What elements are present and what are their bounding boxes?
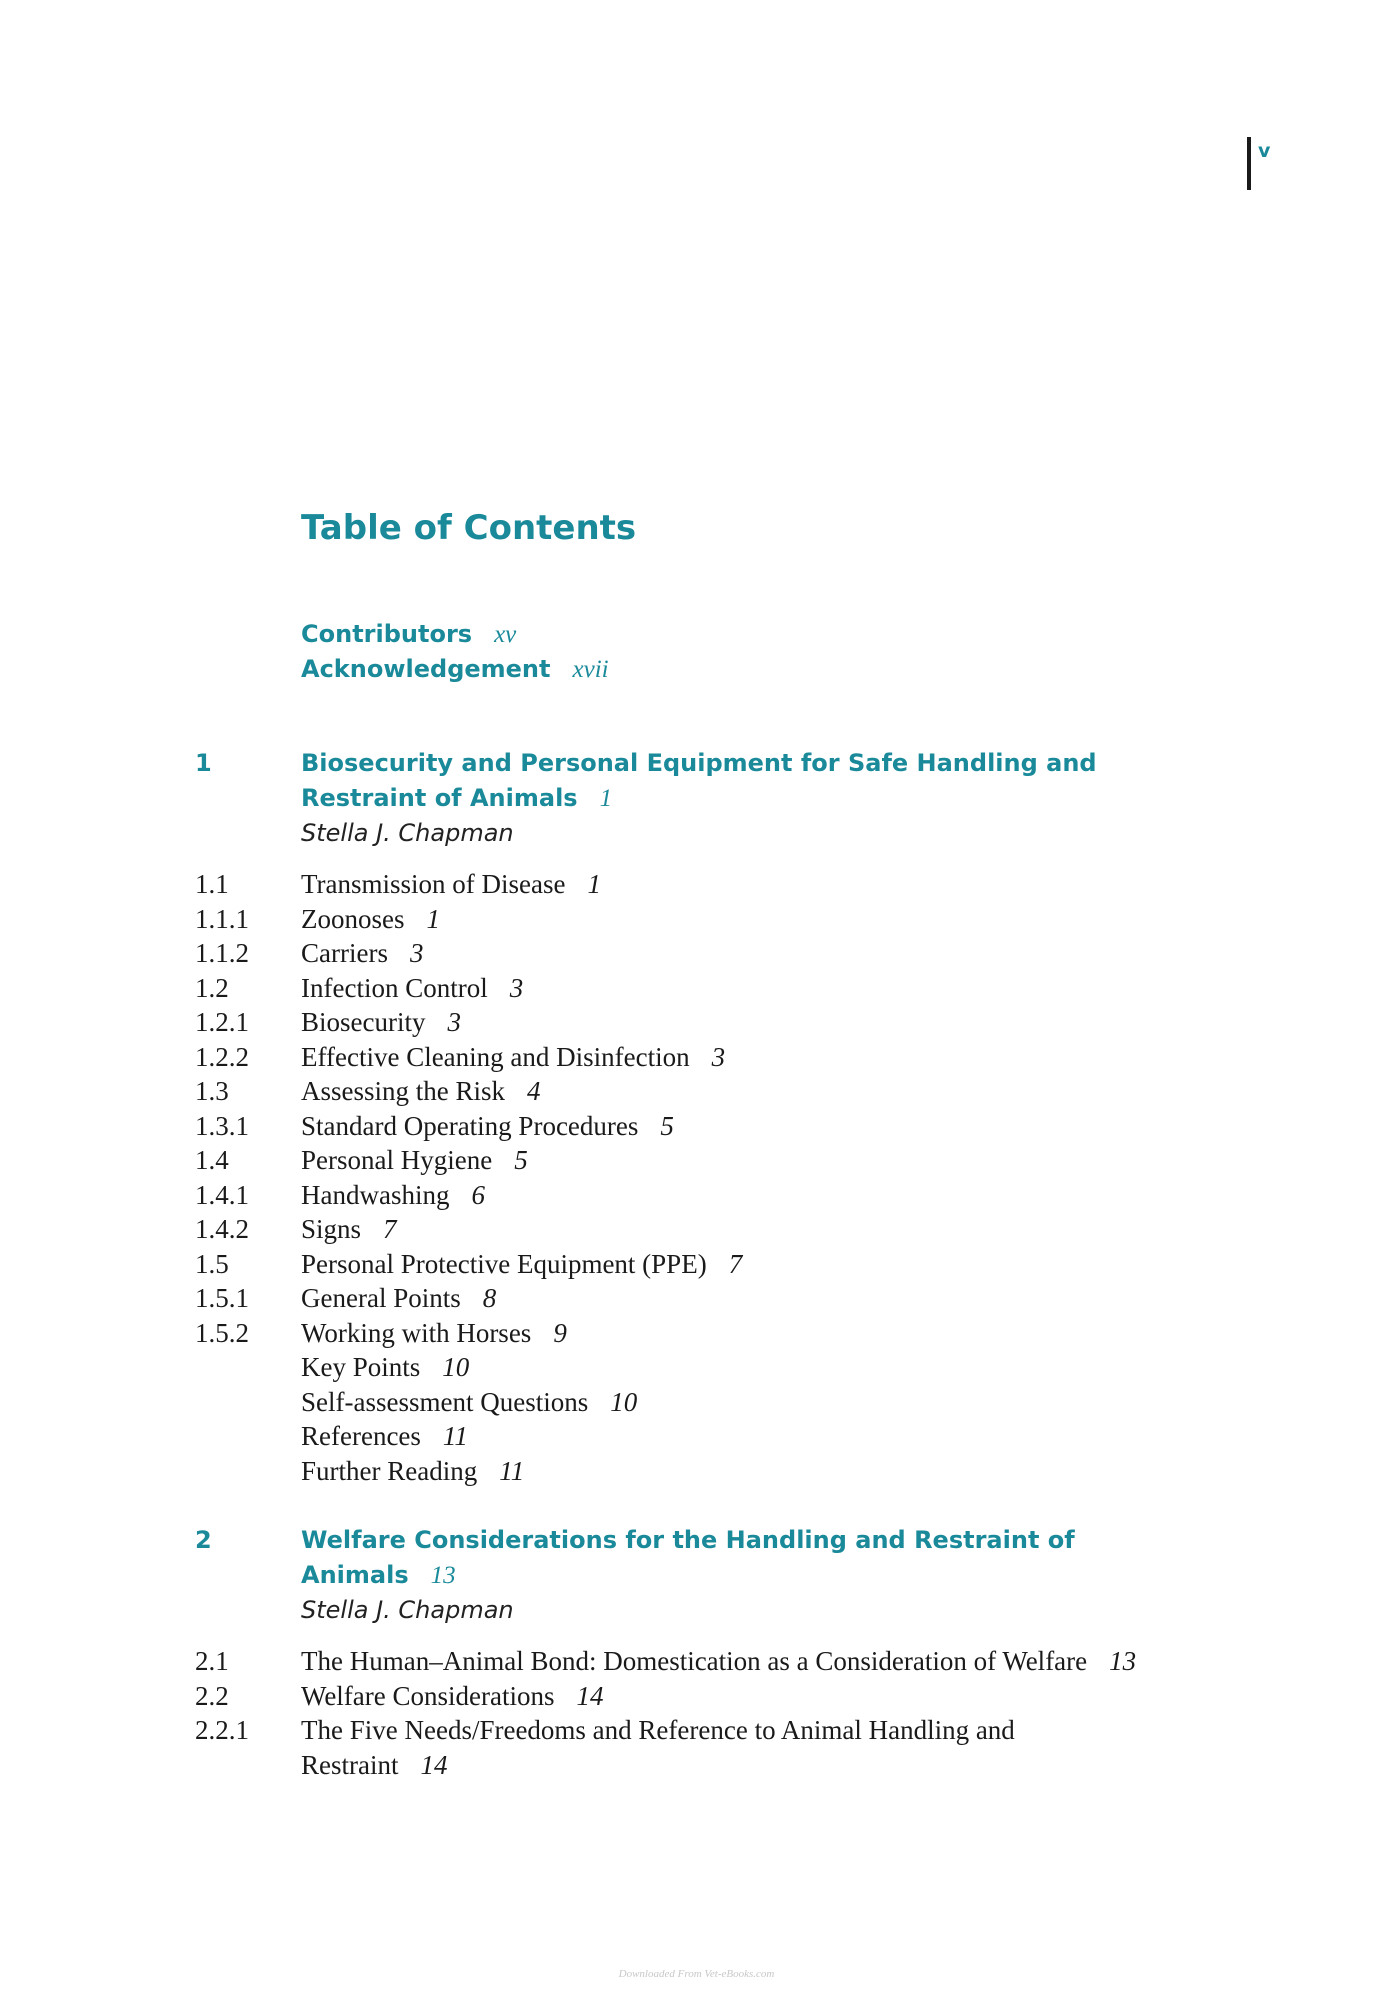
toc-section[interactable] [195, 1644, 1195, 1679]
section-page: 1 [426, 903, 440, 934]
section-title: Assessing the Risk [301, 1076, 506, 1106]
section-line [301, 1109, 1161, 1144]
toc-section[interactable] [195, 1247, 1195, 1282]
section-page: 14 [420, 1749, 448, 1780]
section-title: Handwashing [301, 1179, 450, 1210]
section-line [301, 1350, 1161, 1385]
section-number: 1.4.1 [195, 1179, 249, 1210]
toc-section[interactable] [195, 1281, 1195, 1316]
section-title: Welfare Considerations [301, 1680, 555, 1711]
section-page: 10 [442, 1352, 470, 1382]
toc-entry-acknowledgement[interactable] [301, 652, 1201, 687]
section-number: 2.2.1 [195, 1715, 249, 1745]
section-page: 11 [499, 1455, 525, 1486]
chapter-heading[interactable] [195, 746, 1195, 816]
section-title: Key Points [301, 1352, 421, 1382]
section-page: 8 [482, 1283, 497, 1313]
page-number: v [1258, 140, 1271, 162]
section-page: 13 [1109, 1646, 1137, 1676]
entry-page: xvii [572, 656, 609, 683]
toc-section[interactable] [195, 1316, 1195, 1351]
section-title: The Five Needs/Freedoms and Reference to Animal Handling and Restraint [301, 1715, 1015, 1780]
chapter-number: 2 [195, 1526, 212, 1554]
section-page: 3 [711, 1041, 726, 1072]
section-title: Working with Horses [301, 1317, 532, 1348]
chapter-author: Stella J. Chapman [301, 1596, 514, 1624]
section-line [301, 1385, 1161, 1420]
section-title: Biosecurity [301, 1007, 426, 1037]
chapter-author: Stella J. Chapman [301, 819, 514, 847]
section-line [301, 867, 1161, 902]
page-title: Table of Contents [301, 508, 637, 548]
toc-section[interactable] [195, 1040, 1195, 1075]
section-list [195, 1644, 1195, 1782]
chapter-1 [195, 746, 1195, 1488]
section-line [301, 1644, 1161, 1679]
section-title: General Points [301, 1283, 461, 1313]
toc-entry-contributors[interactable] [301, 617, 1201, 652]
section-line [301, 1419, 1161, 1454]
section-number: 2.2 [195, 1680, 229, 1711]
section-title: Signs [301, 1214, 362, 1244]
section-list [195, 867, 1195, 1488]
section-page: 14 [576, 1680, 604, 1711]
section-line [301, 971, 1161, 1006]
section-line [301, 902, 1161, 937]
section-line [301, 1178, 1161, 1213]
toc-section[interactable] [195, 1178, 1195, 1213]
section-title: References [301, 1421, 421, 1451]
section-number: 1.5.2 [195, 1317, 249, 1348]
section-line [301, 1316, 1161, 1351]
chapter-title-line [301, 1523, 1161, 1593]
chapter-heading[interactable] [195, 1523, 1195, 1593]
chapter-title-line [301, 746, 1161, 816]
toc-section[interactable] [195, 1109, 1195, 1144]
chapter-title: Welfare Considerations for the Handling and Restraint of Animals [301, 1526, 1075, 1589]
section-title: Infection Control [301, 972, 488, 1003]
section-number: 1.3 [195, 1076, 229, 1106]
section-number: 1.4 [195, 1145, 229, 1175]
section-number: 1.1 [195, 869, 229, 899]
toc-section[interactable] [195, 1143, 1195, 1178]
section-number: 1.1.2 [195, 938, 249, 968]
section-number: 1.2.2 [195, 1041, 249, 1072]
section-number: 1.4.2 [195, 1214, 249, 1244]
toc-section[interactable] [195, 1679, 1195, 1714]
section-line [301, 1005, 1161, 1040]
section-title: Personal Protective Equipment (PPE) [301, 1248, 707, 1279]
entry-label: Contributors [301, 620, 473, 648]
section-number: 2.1 [195, 1646, 229, 1676]
front-matter-list [301, 617, 1201, 687]
section-title: Personal Hygiene [301, 1145, 493, 1175]
toc-section[interactable] [195, 1385, 1195, 1420]
section-line [301, 936, 1161, 971]
toc-section[interactable] [195, 1005, 1195, 1040]
section-line [301, 1713, 1161, 1782]
section-number: 1.2 [195, 972, 229, 1003]
section-title: Transmission of Disease [301, 869, 566, 899]
section-line [301, 1281, 1161, 1316]
section-page: 9 [553, 1317, 567, 1348]
section-page: 6 [471, 1179, 485, 1210]
section-number: 1.5.1 [195, 1283, 249, 1313]
section-page: 3 [447, 1007, 461, 1037]
section-page: 3 [409, 938, 424, 968]
chapter-page: 1 [599, 785, 613, 812]
toc-section[interactable] [195, 1454, 1195, 1489]
chapter-2 [195, 1523, 1195, 1782]
toc-section[interactable] [195, 1212, 1195, 1247]
section-page: 4 [527, 1076, 541, 1106]
toc-section[interactable] [195, 1074, 1195, 1109]
section-title: Self-assessment Questions [301, 1386, 589, 1417]
chapter-page: 13 [430, 1562, 456, 1589]
section-number: 1.2.1 [195, 1007, 249, 1037]
section-line [301, 1454, 1161, 1489]
toc-section[interactable] [195, 1713, 1195, 1782]
section-line [301, 1679, 1161, 1714]
section-line [301, 1212, 1161, 1247]
section-line [301, 1143, 1161, 1178]
toc-section[interactable] [195, 1419, 1195, 1454]
section-title: Carriers [301, 938, 388, 968]
toc-section[interactable] [195, 971, 1195, 1006]
toc-section[interactable] [195, 902, 1195, 937]
section-page: 10 [610, 1386, 638, 1417]
toc-section[interactable] [195, 867, 1195, 902]
section-title: Further Reading [301, 1455, 478, 1486]
section-line [301, 1040, 1161, 1075]
section-page: 7 [383, 1214, 397, 1244]
section-line [301, 1074, 1161, 1109]
page-marker-rule [1247, 137, 1251, 190]
section-number: 1.3.1 [195, 1110, 249, 1141]
entry-label: Acknowledgement [301, 655, 551, 683]
toc-section[interactable] [195, 1350, 1195, 1385]
section-page: 5 [660, 1110, 674, 1141]
section-title: Effective Cleaning and Disinfection [301, 1041, 690, 1072]
section-title: Standard Operating Procedures [301, 1110, 639, 1141]
section-title: The Human–Animal Bond: Domestication as a Consideration of Welfare [301, 1646, 1088, 1676]
section-page: 5 [514, 1145, 528, 1175]
section-number: 1.5 [195, 1248, 229, 1279]
toc-section[interactable] [195, 936, 1195, 971]
chapter-number: 1 [195, 749, 212, 777]
page-footer: Downloaded From Vet-eBooks.com [618, 1968, 775, 1980]
section-page: 11 [442, 1421, 468, 1451]
section-title: Zoonoses [301, 903, 405, 934]
section-page: 1 [587, 869, 602, 899]
section-page: 3 [509, 972, 524, 1003]
entry-page: xv [494, 621, 517, 648]
section-page: 7 [728, 1248, 743, 1279]
section-line [301, 1247, 1161, 1282]
section-number: 1.1.1 [195, 903, 249, 934]
chapter-title: Biosecurity and Personal Equipment for Safe Handling and Restraint of Animals [301, 749, 1097, 812]
